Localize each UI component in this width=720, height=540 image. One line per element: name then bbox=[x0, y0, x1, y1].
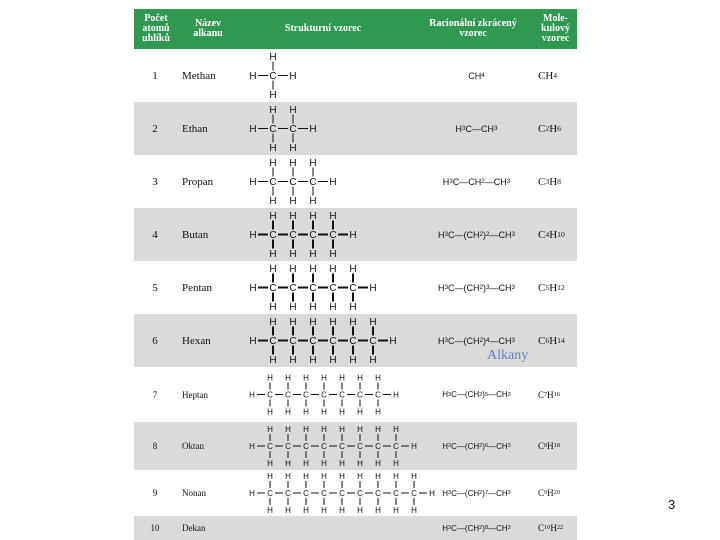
atom-c: C bbox=[411, 488, 417, 498]
atom-h-bottom: H bbox=[357, 505, 363, 515]
atom-h-bottom: H bbox=[369, 355, 377, 367]
table-row bbox=[134, 102, 577, 155]
atom-c: C bbox=[375, 390, 381, 400]
atom-h-top: H bbox=[289, 105, 297, 117]
atom-c: C bbox=[289, 124, 297, 136]
atom-h-bottom: H bbox=[321, 505, 327, 515]
rational-formula: H 3 C—(CH 2 ) 7 —CH 3 bbox=[442, 488, 511, 498]
atom-c: C bbox=[303, 488, 309, 498]
carbon-count: 4 bbox=[152, 228, 158, 241]
atom-h-bottom: H bbox=[269, 90, 277, 102]
atom-h-bottom: H bbox=[329, 302, 337, 314]
atom-h-left: H bbox=[249, 283, 257, 295]
atom-h-top: H bbox=[303, 471, 309, 481]
table-row bbox=[134, 367, 577, 422]
atom-h-top: H bbox=[329, 264, 337, 276]
rational-formula: H 3 C—(CH 2 ) 3 —CH 3 bbox=[437, 282, 516, 293]
atom-c: C bbox=[289, 336, 297, 348]
atom-h-top: H bbox=[329, 211, 337, 223]
atom-h-bottom: H bbox=[289, 355, 297, 367]
molecular-formula: C 2 H 6 bbox=[538, 122, 561, 135]
atom-c: C bbox=[309, 230, 317, 242]
atom-c: C bbox=[269, 230, 277, 242]
carbon-count: 5 bbox=[152, 281, 158, 294]
atom-h-top: H bbox=[375, 471, 381, 481]
atom-h-bottom: H bbox=[303, 458, 309, 468]
atom-c: C bbox=[357, 441, 363, 451]
alkane-name: Pentan bbox=[182, 281, 212, 294]
header-molecular: Mole- kulový vzorec bbox=[541, 13, 570, 44]
atom-c: C bbox=[369, 336, 377, 348]
atom-h-bottom: H bbox=[329, 355, 337, 367]
molecular-formula: C 3 H 8 bbox=[538, 175, 561, 188]
carbon-count: 6 bbox=[152, 334, 158, 347]
atom-h-bottom: H bbox=[303, 505, 309, 515]
structural-formula bbox=[240, 155, 430, 208]
alkane-name: Ethan bbox=[182, 122, 208, 135]
molecular-formula: CH 4 bbox=[538, 69, 558, 82]
table-row bbox=[134, 208, 577, 261]
molecular-formula: C 9 H 20 bbox=[538, 488, 560, 498]
atom-h-bottom: H bbox=[393, 505, 399, 515]
atom-c: C bbox=[357, 390, 363, 400]
molecular-formula: C 8 H 18 bbox=[538, 441, 560, 451]
atom-c: C bbox=[289, 230, 297, 242]
atom-h-top: H bbox=[349, 317, 357, 329]
atom-h-bottom: H bbox=[321, 458, 327, 468]
atom-h-top: H bbox=[357, 424, 363, 434]
atom-h-top: H bbox=[269, 158, 277, 170]
carbon-count: 8 bbox=[152, 441, 158, 451]
atom-h-bottom: H bbox=[289, 249, 297, 261]
atom-h-right: H bbox=[393, 390, 399, 400]
atom-c: C bbox=[357, 488, 363, 498]
atom-h-bottom: H bbox=[285, 505, 291, 515]
atom-h-top: H bbox=[309, 211, 317, 223]
atom-h-bottom: H bbox=[303, 407, 309, 417]
atom-h-top: H bbox=[393, 424, 399, 434]
atom-c: C bbox=[309, 177, 317, 189]
table-row bbox=[134, 422, 577, 470]
alkane-name: Propan bbox=[182, 175, 214, 188]
atom-c: C bbox=[285, 488, 291, 498]
atom-c: C bbox=[375, 488, 381, 498]
atom-c: C bbox=[285, 441, 291, 451]
alkane-table bbox=[134, 9, 577, 540]
atom-h-top: H bbox=[357, 373, 363, 383]
atom-h-bottom: H bbox=[375, 407, 381, 417]
atom-h-top: H bbox=[269, 317, 277, 329]
rational-formula: H 3 C—(CH 2 ) 4 —CH 3 bbox=[437, 335, 516, 346]
table-row bbox=[134, 516, 577, 540]
table-row bbox=[134, 49, 577, 102]
alkane-name: Heptan bbox=[182, 389, 208, 400]
atom-h-top: H bbox=[369, 317, 377, 329]
atom-h-top: H bbox=[269, 211, 277, 223]
atom-c: C bbox=[339, 441, 345, 451]
atom-c: C bbox=[375, 441, 381, 451]
atom-h-bottom: H bbox=[357, 458, 363, 468]
molecular-formula: C 10 H 22 bbox=[538, 523, 564, 533]
header-carbon-count: Počet atomů uhlíků bbox=[142, 13, 170, 44]
molecular-formula: C 6 H 14 bbox=[538, 334, 565, 347]
atom-h-bottom: H bbox=[339, 407, 345, 417]
atom-h-right: H bbox=[329, 177, 337, 189]
atom-h-bottom: H bbox=[357, 407, 363, 417]
atom-h-top: H bbox=[309, 264, 317, 276]
atom-h-bottom: H bbox=[285, 458, 291, 468]
atom-h-right: H bbox=[369, 283, 377, 295]
atom-h-top: H bbox=[411, 471, 417, 481]
atom-h-top: H bbox=[267, 424, 273, 434]
atom-h-right: H bbox=[411, 441, 417, 451]
atom-h-bottom: H bbox=[309, 249, 317, 261]
atom-h-right: H bbox=[429, 488, 435, 498]
atom-h-bottom: H bbox=[375, 458, 381, 468]
atom-h-bottom: H bbox=[309, 355, 317, 367]
atom-h-top: H bbox=[329, 317, 337, 329]
atom-c: C bbox=[269, 124, 277, 136]
atom-c: C bbox=[321, 488, 327, 498]
atom-h-top: H bbox=[309, 317, 317, 329]
rational-formula: CH 4 bbox=[468, 70, 485, 81]
header-structure: Strukturní vzorec bbox=[284, 23, 362, 34]
alkane-name: Oktan bbox=[182, 441, 204, 451]
table-row bbox=[134, 470, 577, 516]
atom-h-top: H bbox=[339, 373, 345, 383]
atom-c: C bbox=[289, 177, 297, 189]
structural-formula bbox=[240, 470, 435, 516]
atom-h-top: H bbox=[303, 373, 309, 383]
atom-h-bottom: H bbox=[289, 143, 297, 155]
structural-formula bbox=[240, 102, 430, 155]
table-row bbox=[134, 155, 577, 208]
atom-h-top: H bbox=[269, 105, 277, 117]
alkane-name: Hexan bbox=[182, 334, 211, 347]
atom-h-top: H bbox=[393, 471, 399, 481]
atom-h-left: H bbox=[249, 230, 257, 242]
atom-h-top: H bbox=[321, 471, 327, 481]
atom-h-bottom: H bbox=[309, 302, 317, 314]
atom-c: C bbox=[269, 71, 277, 83]
structural-formula bbox=[240, 367, 430, 422]
atom-c: C bbox=[321, 390, 327, 400]
atom-h-top: H bbox=[321, 373, 327, 383]
atom-h-top: H bbox=[267, 471, 273, 481]
atom-h-bottom: H bbox=[269, 249, 277, 261]
carbon-count: 3 bbox=[152, 175, 158, 188]
atom-h-bottom: H bbox=[269, 355, 277, 367]
rational-formula: H 3 C—(CH 2 ) 5 —CH 3 bbox=[442, 390, 511, 399]
structural-formula bbox=[240, 208, 430, 261]
atom-c: C bbox=[303, 390, 309, 400]
header-rational: Racionální zkrácený vzorec bbox=[429, 18, 517, 39]
atom-h-top: H bbox=[289, 264, 297, 276]
atom-h-top: H bbox=[269, 52, 277, 64]
atom-h-top: H bbox=[375, 373, 381, 383]
atom-c: C bbox=[269, 336, 277, 348]
atom-h-bottom: H bbox=[285, 407, 291, 417]
molecular-formula: C 5 H 12 bbox=[538, 281, 565, 294]
atom-c: C bbox=[329, 230, 337, 242]
page-number: 3 bbox=[668, 497, 676, 512]
atom-h-top: H bbox=[357, 471, 363, 481]
atom-h-right: H bbox=[349, 230, 357, 242]
atom-c: C bbox=[285, 390, 291, 400]
atom-h-top: H bbox=[339, 424, 345, 434]
atom-h-bottom: H bbox=[269, 143, 277, 155]
atom-c: C bbox=[329, 336, 337, 348]
atom-h-bottom: H bbox=[393, 458, 399, 468]
table-header bbox=[134, 9, 577, 49]
atom-c: C bbox=[309, 336, 317, 348]
atom-c: C bbox=[267, 441, 273, 451]
atom-h-bottom: H bbox=[349, 355, 357, 367]
table-row bbox=[134, 261, 577, 314]
artifact-overlay: Alkany bbox=[487, 348, 529, 363]
atom-h-left: H bbox=[249, 336, 257, 348]
atom-c: C bbox=[349, 336, 357, 348]
atom-c: C bbox=[393, 488, 399, 498]
atom-h-top: H bbox=[267, 373, 273, 383]
atom-c: C bbox=[303, 441, 309, 451]
atom-h-bottom: H bbox=[269, 196, 277, 208]
atom-h-bottom: H bbox=[267, 458, 273, 468]
atom-h-top: H bbox=[269, 264, 277, 276]
atom-h-left: H bbox=[249, 390, 255, 400]
atom-h-top: H bbox=[375, 424, 381, 434]
atom-c: C bbox=[267, 488, 273, 498]
rational-formula: H 3 C—(CH 2 ) 8 —CH 3 bbox=[442, 523, 511, 533]
atom-h-top: H bbox=[289, 211, 297, 223]
atom-c: C bbox=[349, 283, 357, 295]
atom-h-bottom: H bbox=[411, 505, 417, 515]
alkane-name: Nonan bbox=[182, 488, 206, 498]
atom-c: C bbox=[267, 390, 273, 400]
atom-h-top: H bbox=[349, 264, 357, 276]
atom-h-top: H bbox=[303, 424, 309, 434]
atom-h-left: H bbox=[249, 124, 257, 136]
atom-h-top: H bbox=[321, 424, 327, 434]
carbon-count: 7 bbox=[152, 389, 158, 400]
atom-h-top: H bbox=[309, 158, 317, 170]
atom-h-bottom: H bbox=[269, 302, 277, 314]
atom-c: C bbox=[269, 283, 277, 295]
atom-h-bottom: H bbox=[309, 196, 317, 208]
atom-h-left: H bbox=[249, 71, 257, 83]
atom-c: C bbox=[289, 283, 297, 295]
rational-formula: H 3 C—(CH 2 ) 2 —CH 3 bbox=[437, 229, 516, 240]
structural-formula bbox=[240, 261, 430, 314]
atom-h-right: H bbox=[289, 71, 297, 83]
structural-formula bbox=[240, 49, 430, 102]
atom-h-top: H bbox=[285, 471, 291, 481]
molecular-formula: C 7 H 16 bbox=[538, 389, 560, 400]
carbon-count: 10 bbox=[150, 523, 160, 533]
atom-h-top: H bbox=[285, 424, 291, 434]
rational-formula: H 3 C—CH 2 —CH 3 bbox=[442, 176, 511, 187]
header-name: Název alkanu bbox=[193, 18, 223, 39]
atom-h-bottom: H bbox=[339, 505, 345, 515]
carbon-count: 2 bbox=[152, 122, 158, 135]
atom-h-bottom: H bbox=[289, 196, 297, 208]
atom-h-right: H bbox=[389, 336, 397, 348]
structural-formula bbox=[240, 314, 430, 367]
atom-h-bottom: H bbox=[329, 249, 337, 261]
structural-formula bbox=[240, 516, 430, 540]
atom-c: C bbox=[393, 441, 399, 451]
atom-h-bottom: H bbox=[349, 302, 357, 314]
carbon-count: 9 bbox=[152, 488, 158, 498]
atom-c: C bbox=[329, 283, 337, 295]
alkane-name: Butan bbox=[182, 228, 209, 241]
rational-formula: H 3 C—CH 3 bbox=[455, 123, 498, 134]
atom-h-bottom: H bbox=[289, 302, 297, 314]
atom-h-bottom: H bbox=[339, 458, 345, 468]
atom-h-left: H bbox=[249, 177, 257, 189]
atom-h-top: H bbox=[289, 158, 297, 170]
structural-formula bbox=[240, 422, 430, 470]
atom-h-left: H bbox=[249, 441, 255, 451]
atom-h-bottom: H bbox=[267, 505, 273, 515]
rational-formula: H 3 C—(CH 2 ) 6 —CH 3 bbox=[442, 441, 511, 451]
atom-h-top: H bbox=[289, 317, 297, 329]
atom-h-bottom: H bbox=[375, 505, 381, 515]
atom-h-right: H bbox=[309, 124, 317, 136]
atom-c: C bbox=[321, 441, 327, 451]
alkane-name: Dekan bbox=[182, 523, 206, 533]
carbon-count: 1 bbox=[152, 69, 158, 82]
alkane-name: Methan bbox=[182, 69, 216, 82]
atom-h-top: H bbox=[339, 471, 345, 481]
atom-h-top: H bbox=[285, 373, 291, 383]
atom-h-left: H bbox=[249, 488, 255, 498]
atom-h-bottom: H bbox=[321, 407, 327, 417]
atom-c: C bbox=[269, 177, 277, 189]
atom-h-bottom: H bbox=[267, 407, 273, 417]
molecular-formula: C 4 H 10 bbox=[538, 228, 565, 241]
atom-c: C bbox=[339, 390, 345, 400]
atom-c: C bbox=[309, 283, 317, 295]
atom-c: C bbox=[339, 488, 345, 498]
